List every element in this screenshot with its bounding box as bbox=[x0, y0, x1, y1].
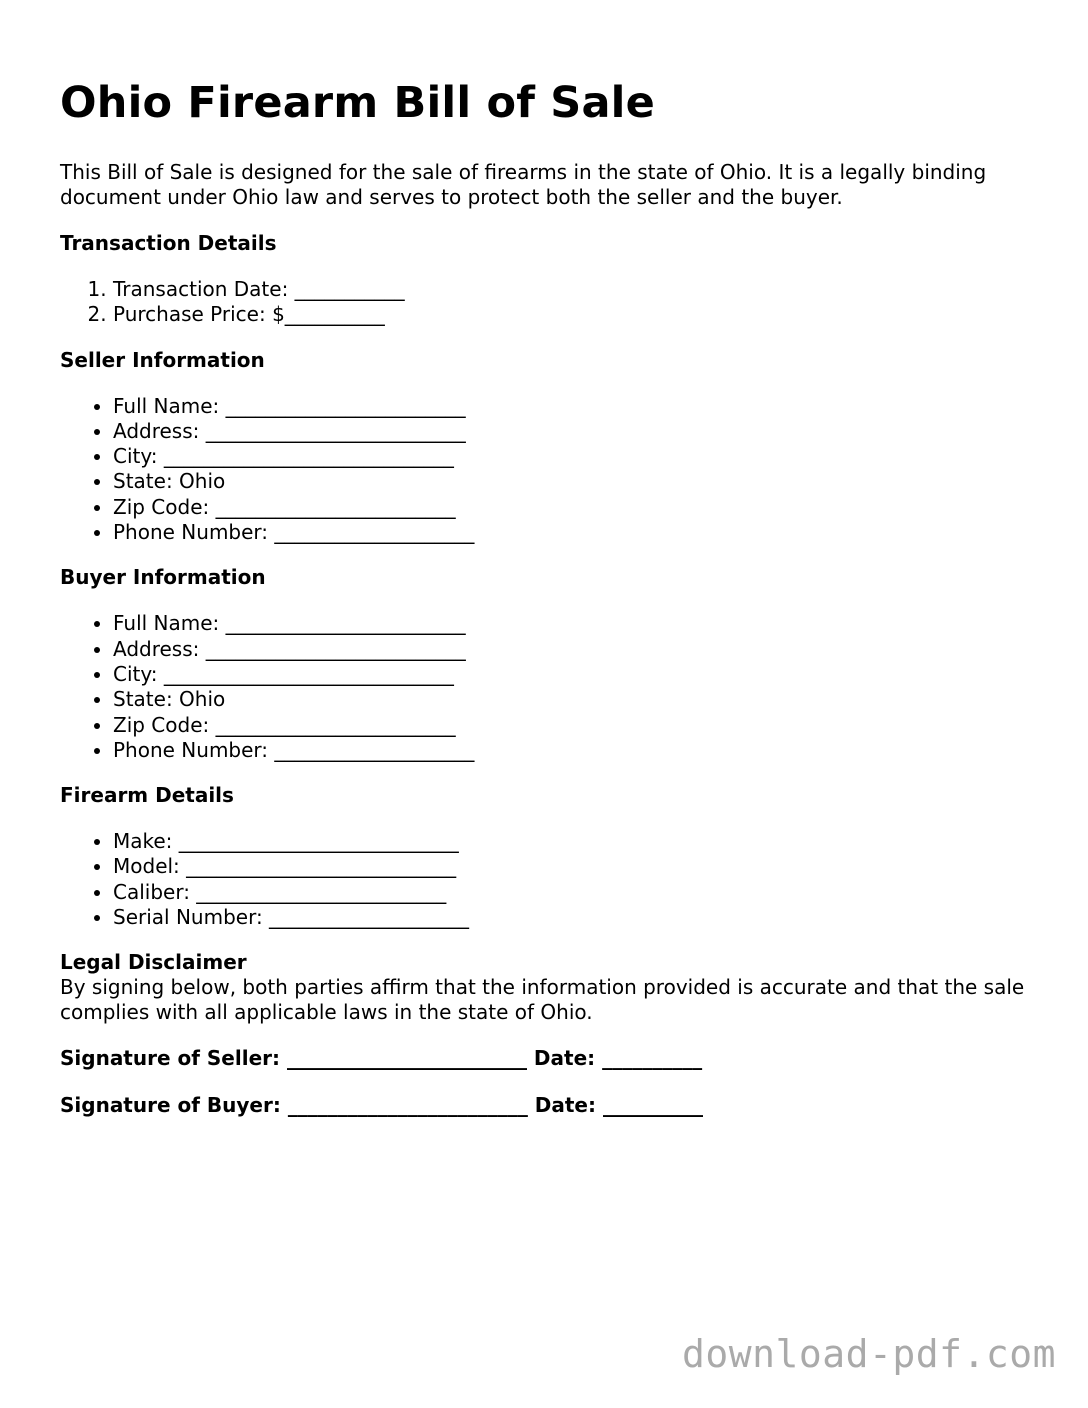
list-item: • Address: __________________________ bbox=[113, 637, 1050, 662]
list-item: • State: Ohio bbox=[113, 687, 1050, 712]
document-page bbox=[60, 0, 1050, 1118]
transaction-details-heading: Transaction Details bbox=[60, 231, 277, 255]
document-title: Ohio Firearm Bill of Sale bbox=[60, 78, 655, 128]
legal-disclaimer-heading: Legal Disclaimer bbox=[60, 950, 247, 975]
list-item: • Full Name: ________________________ bbox=[113, 394, 1050, 419]
list-item: 1. Transaction Date: ___________ bbox=[113, 277, 1050, 302]
transaction-details-list bbox=[60, 277, 1050, 328]
seller-signature-line: Signature of Seller: ________________________ Date: __________ bbox=[60, 1046, 703, 1071]
firearm-details-heading: Firearm Details bbox=[60, 783, 234, 808]
list-item: • Phone Number: ____________________ bbox=[113, 738, 1050, 763]
list-item: • Zip Code: ________________________ bbox=[113, 713, 1050, 738]
intro-paragraph: This Bill of Sale is designed for the sale of firearms in the state of Ohio. It is a legally binding document under Ohio law and serves to protect both the seller and the buyer. bbox=[60, 160, 987, 209]
firearm-details-list bbox=[60, 829, 1050, 930]
list-item: • Address: __________________________ bbox=[113, 419, 1050, 444]
legal-disclaimer-text: By signing below, both parties affirm that the information provided is accurate and that the sale complies with all applicable laws in the state of Ohio. bbox=[60, 975, 1025, 1025]
list-item: • City: _____________________________ bbox=[113, 444, 1050, 469]
list-item: • Model: ___________________________ bbox=[113, 854, 1050, 879]
list-item: • Zip Code: ________________________ bbox=[113, 495, 1050, 520]
list-item: • State: Ohio bbox=[113, 469, 1050, 494]
list-item: • Serial Number: ____________________ bbox=[113, 905, 1050, 930]
watermark: download-pdf.com bbox=[681, 1332, 1056, 1376]
list-item: • Make: ____________________________ bbox=[113, 829, 1050, 854]
buyer-signature-line: Signature of Buyer: ________________________ Date: __________ bbox=[60, 1093, 703, 1118]
list-item: • City: _____________________________ bbox=[113, 662, 1050, 687]
buyer-information-heading: Buyer Information bbox=[60, 565, 266, 590]
seller-information-list bbox=[60, 394, 1050, 546]
list-item: 2. Purchase Price: $__________ bbox=[113, 302, 1050, 327]
list-item: • Phone Number: ____________________ bbox=[113, 520, 1050, 545]
seller-information-heading: Seller Information bbox=[60, 347, 265, 372]
list-item: • Full Name: ________________________ bbox=[113, 611, 1050, 636]
list-item: • Caliber: _________________________ bbox=[113, 880, 1050, 905]
buyer-information-list bbox=[60, 611, 1050, 763]
